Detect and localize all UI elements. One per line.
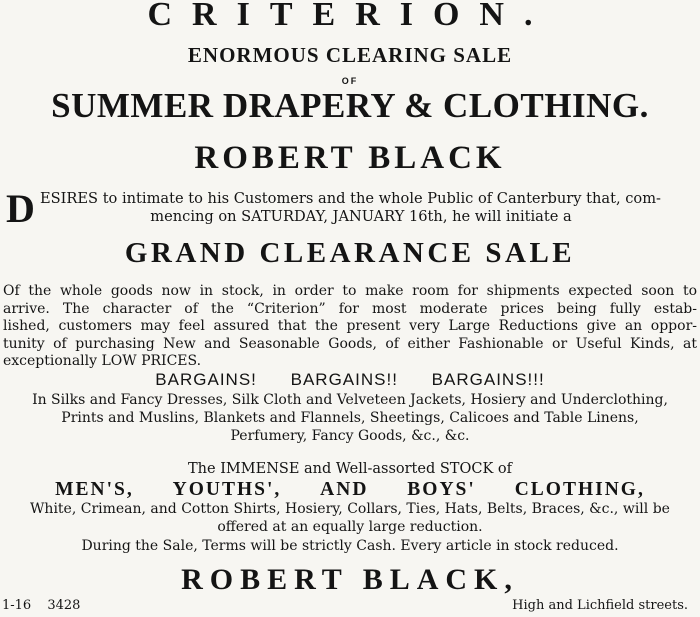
intro-line-1: ESIRES to intimate to his Customers and the whole Public of Canterbury that, com- xyxy=(40,190,661,207)
footer-codes xyxy=(2,598,92,613)
grand-clearance-heading: GRAND CLEARANCE SALE xyxy=(124,237,576,269)
clothing-word: CLOTHING, xyxy=(514,479,645,500)
paragraph-line: arrive. The character of the “Criterion” for most moderate prices being fully estab- xyxy=(3,300,697,317)
clothing-heading xyxy=(0,479,700,501)
paragraph-line: Of the whole goods now in stock, in order to make room for shipments expected soon to xyxy=(3,283,697,299)
intro-line-2: mencing on SATURDAY, JANUARY 16th, he will initiate a xyxy=(150,208,572,225)
date-code: 1-16 xyxy=(2,598,32,613)
paragraph-line: tunity of purchasing New and Seasonable Goods, of either Fashionable or Useful Kinds, at xyxy=(3,335,697,352)
bargains-word: BARGAINS!!! xyxy=(431,370,545,389)
terms-line: During the Sale, Terms will be strictly Cash. Every article in stock reduced. xyxy=(81,538,619,554)
goods-line-2: Prints and Muslins, Blankets and Flannels, Sheetings, Calicoes and Table Linens, xyxy=(61,410,639,426)
store-name-heading: CRITERION. xyxy=(147,0,553,33)
drop-cap: D xyxy=(6,186,35,231)
goods-line-1: In Silks and Fancy Dresses, Silk Cloth and Velveteen Jackets, Hosiery and Underclothing, xyxy=(32,392,668,408)
stock-paragraph xyxy=(3,283,697,371)
goods-line-3: Perfumery, Fancy Goods, &c., &c. xyxy=(230,428,470,444)
bargains-banner xyxy=(0,370,700,390)
clothing-line-1: White, Crimean, and Cotton Shirts, Hosiery, Collars, Ties, Hats, Belts, Braces, &c., will be xyxy=(30,501,670,517)
of-connector: OF xyxy=(341,76,359,86)
signature-heading: ROBERT BLACK, xyxy=(181,563,519,596)
paragraph-line: exceptionally LOW PRICES. xyxy=(3,353,202,370)
sale-heading: ENORMOUS CLEARING SALE xyxy=(187,43,513,67)
proprietor-heading: ROBERT BLACK xyxy=(194,140,506,176)
subject-heading: SUMMER DRAPERY & CLOTHING. xyxy=(51,86,649,125)
store-address: High and Lichfield streets. xyxy=(512,598,688,613)
clothing-word: BOYS' xyxy=(407,479,476,500)
clothing-line-2: offered at an equally large reduction. xyxy=(217,519,483,535)
paragraph-line: lished, customers may feel assured that the present very Large Reductions give an oppor- xyxy=(3,318,697,335)
stock-intro: The IMMENSE and Well-assorted STOCK of xyxy=(188,461,512,477)
clothing-word: MEN'S, xyxy=(55,479,134,500)
clothing-word: AND xyxy=(320,479,369,500)
bargains-word: BARGAINS!! xyxy=(290,370,398,389)
ad-number: 3428 xyxy=(47,598,81,613)
clothing-word: YOUTHS', xyxy=(172,479,282,500)
bargains-word: BARGAINS! xyxy=(155,370,257,389)
